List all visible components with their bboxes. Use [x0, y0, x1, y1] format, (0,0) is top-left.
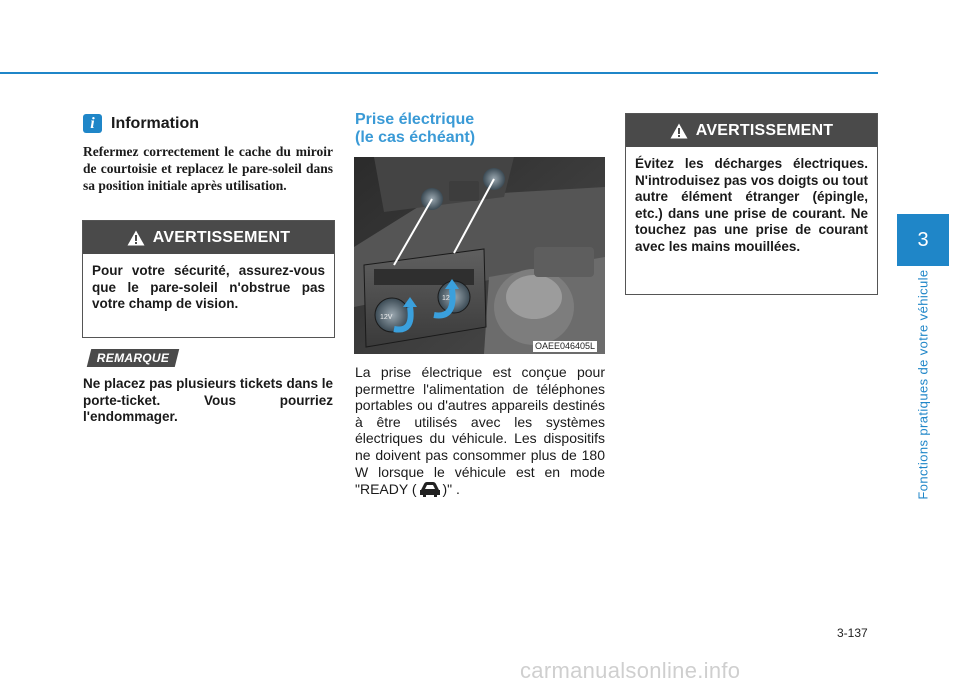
page-number: 3-137 [837, 626, 868, 640]
remarque-label: REMARQUE [96, 351, 170, 365]
power-outlet-photo [354, 157, 605, 354]
warning-label-right: AVERTISSEMENT [695, 121, 834, 139]
section-title-line1: Prise électrique [355, 111, 475, 128]
warning-triangle-icon [670, 123, 688, 139]
info-icon: i [83, 114, 102, 133]
section-body-text [355, 364, 605, 498]
warning-box-right [625, 113, 878, 295]
chapter-title: Fonctions pratiques de votre véhicule [915, 269, 931, 500]
warning-header-left [83, 221, 334, 254]
body-text-main: La prise électrique est conçue pour permettre l'alimentation de téléphones portables ou d'autres appareils destinés à être utilisés avec les systèmes électriques du véhicule. Les dispositifs ne doivent pas consommer plus de 180 W lorsque le véhicule est en mode "READY ( [355, 364, 605, 498]
chapter-tab: 3 [897, 214, 949, 266]
photo-label-12v-right: 12V [442, 295, 455, 302]
section-title [355, 111, 475, 147]
photo-code: OAEE046405L [535, 341, 596, 351]
warning-box-left [82, 220, 335, 338]
car-ready-icon [417, 480, 443, 498]
remarque-text: Ne placez pas plusieurs tickets dans le porte-ticket. Vous pourriez l'endommager. [83, 376, 333, 424]
photo-label-12v-left: 12V [380, 314, 393, 321]
warning-label-left: AVERTISSEMENT [152, 228, 291, 246]
remarque-badge [87, 349, 179, 367]
info-text: Refermez correctement le cache du miroir de courtoisie et replacez le pare-soleil dans sa position initiale après utilisation. [83, 144, 333, 193]
power-outlet-illustration [354, 157, 605, 354]
warning-header-right [626, 114, 877, 147]
warning-triangle-icon [127, 230, 145, 246]
top-rule [0, 72, 878, 74]
info-title: Information [111, 114, 199, 132]
info-header [83, 114, 199, 133]
warning-text-left: Pour votre sécurité, assurez-vous que le pare-soleil n'obstrue pas votre champ de vision. [92, 263, 325, 311]
warning-text-right: Évitez les décharges électriques. N'introduisez pas vos doigts ou tout autre élément étranger (épingle, etc.) dans une prise de courant. Ne touchez pas une prise de courant avec les mains mouillées. [635, 156, 868, 254]
body-text-end: )" . [442, 481, 460, 498]
watermark-text: carmanualsonline.info [520, 658, 741, 683]
section-title-line2: (le cas échéant) [355, 129, 476, 146]
